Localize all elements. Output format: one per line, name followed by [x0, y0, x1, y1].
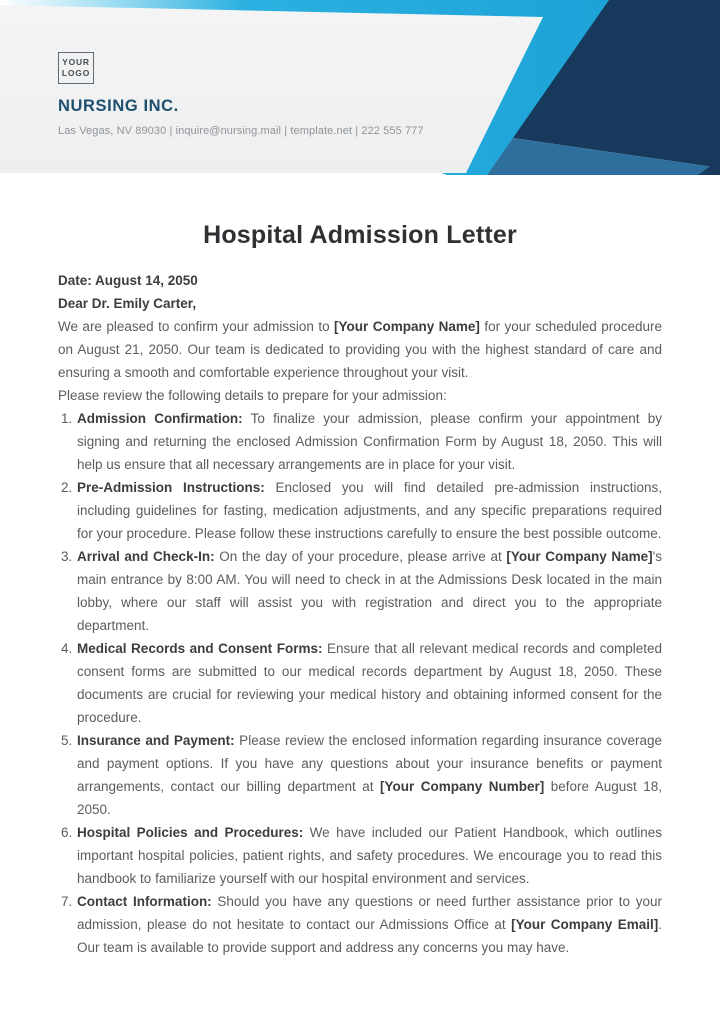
admission-details-list [58, 407, 662, 959]
logo-placeholder [58, 52, 94, 84]
letter-body [0, 221, 720, 959]
company-name: NURSING INC. [58, 97, 179, 115]
salutation: Dear Dr. Emily Carter, [58, 296, 197, 311]
list-item-pre-admission-instructions: 2. Pre-Admission Instructions: Enclosed you will find detailed pre-admission instructions, including guidelines for fasting, medication adjustments, and any specific preparations required for your procedure. Please follow these instructions carefully to ensure the best possible outcome. [76, 476, 662, 545]
list-item-admission-confirmation: 1. Admission Confirmation: To finalize your admission, please confirm your appointment by signing and returning the enclosed Admission Confirmation Form by August 18, 2050. This will help us ensure that all necessary arrangements are in place for your visit. [76, 407, 662, 476]
logo-text-line2: LOGO [61, 68, 91, 78]
logo-text-line1: YOUR [62, 56, 90, 67]
list-item-insurance-and-payment: 5. Insurance and Payment: Please review the enclosed information regarding insurance coverage and payment options. If you have any questions about your insurance benefits or payment arrangements, contact our billing department at [Your Company Number] before August 18, 2050. [76, 729, 662, 821]
list-item-contact-information: 7. Contact Information: Should you have any questions or need further assistance prior to your admission, please do not hesitate to contact our Admissions Office at [Your Company Email]. Our team is available to provide support and address any concerns you may have. [76, 890, 662, 959]
date-line: Date: August 14, 2050 [58, 273, 198, 288]
letterhead-content [58, 0, 424, 137]
intro-paragraph: We are pleased to confirm your admission to [Your Company Name] for your scheduled procedure on August 21, 2050. Our team is dedicated to providing you with the highest standard of care and ensuring a smooth and comfortable experience throughout your visit. [58, 319, 662, 380]
contact-info: Las Vegas, NV 89030 | inquire@nursing.mail | template.net | 222 555 777 [58, 125, 424, 137]
list-intro-line: Please review the following details to prepare for your admission: [58, 388, 447, 403]
list-item-medical-records-consent-forms: 4. Medical Records and Consent Forms: Ensure that all relevant medical records and completed consent forms are submitted to our medical records department by August 18, 2050. These documents are crucial for reviewing your medical history and obtaining informed consent for the procedure. [76, 637, 662, 729]
letter-title: Hospital Admission Letter [203, 221, 517, 249]
letterhead [0, 0, 720, 177]
list-item-arrival-and-check-in: 3. Arrival and Check-In: On the day of your procedure, please arrive at [Your Company Name]'s main entrance by 8:00 AM. You will need to check in at the Admissions Desk located in the main lobby, where our staff will assist you with registration and direct you to the appropriate department. [76, 545, 662, 637]
list-item-hospital-policies-procedures: 6. Hospital Policies and Procedures: We have included our Patient Handbook, which outlines important hospital policies, patient rights, and safety procedures. We encourage you to read this handbook to familiarize yourself with our hospital environment and services. [76, 821, 662, 890]
